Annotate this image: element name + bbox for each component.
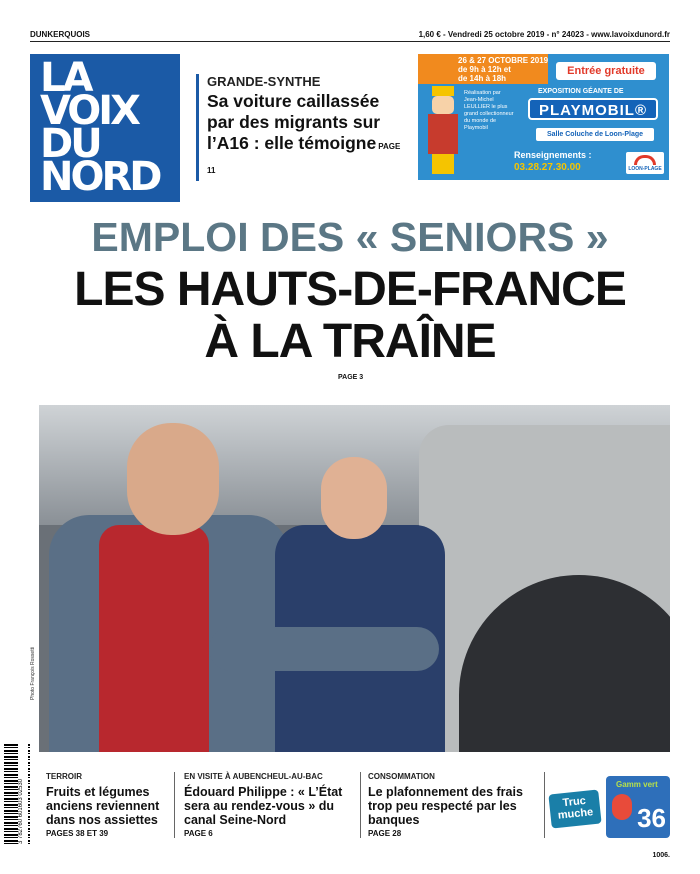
teaser-visite-pages: PAGE 6 (184, 829, 213, 838)
photo-worker-1-head (127, 423, 219, 535)
logo-line-2: VOIX (40, 88, 138, 134)
ad-hours-1: de 9h à 12h et (458, 65, 511, 74)
gamm-vert-label: Gamm vert (616, 780, 658, 789)
barcode-number: 3 782760 601603 02530 (18, 744, 28, 844)
edition-label: DUNKERQUOIS (30, 30, 91, 39)
ad-phone: 03.28.27.30.00 (514, 162, 581, 173)
logo-line-3: DU (40, 121, 100, 167)
column-divider (544, 772, 545, 838)
photo-worker-1-vest (99, 525, 209, 752)
figure-crown (432, 86, 454, 96)
newspaper-logo[interactable] (30, 54, 180, 202)
teaser-terroir-pages: PAGES 38 ET 39 (46, 829, 109, 838)
main-kicker: EMPLOI DES « SENIORS » (91, 214, 609, 260)
ad-expo: EXPOSITION GÉANTE DE (538, 88, 624, 95)
top-bar (30, 30, 670, 42)
truc-muche-logo[interactable]: Truc muche (548, 789, 601, 828)
main-headline-line-1: LES HAUTS-DE-FRANCE (74, 263, 626, 316)
ad-hours-2: de 14h à 18h (458, 74, 507, 83)
teaser-terroir-label: TERROIR (46, 772, 82, 781)
town-arc-icon (634, 155, 656, 165)
playmobil-figure-icon (426, 86, 460, 174)
logo-line-4: NORD (40, 154, 160, 200)
figure-legs (432, 154, 454, 174)
teaser-terroir-text: Fruits et légumes anciens reviennent dans nos assiettes (46, 785, 160, 827)
teaser-consommation[interactable] (368, 772, 540, 842)
bird-icon (612, 794, 632, 820)
ad-free-entry: Entrée gratuite (556, 62, 656, 80)
teaser-kicker: GRANDE-SYNTHE (207, 74, 321, 89)
teaser-visite-text: Édouard Philippe : « L’État sera au rendez-vous » du canal Seine-Nord (184, 785, 343, 827)
logo-line-1: LA (40, 55, 91, 101)
ad-dates (458, 56, 548, 83)
teaser-terroir[interactable] (46, 772, 170, 842)
teaser-consommation-pages: PAGE 28 (368, 829, 402, 838)
teaser-consommation-label: CONSOMMATION (368, 772, 435, 781)
town-name: LOON-PLAGE (628, 166, 662, 172)
playmobil-ad[interactable] (418, 54, 669, 180)
gamm-vert-ad[interactable] (606, 776, 670, 838)
issue-meta: 1,60 € - Vendredi 25 octobre 2019 - n° 24023 - www.lavoixdunord.fr (418, 30, 670, 39)
teaser-consommation-text: Le plafonnement des frais trop peu respecté par les banques (368, 785, 523, 827)
teaser-visite[interactable] (184, 772, 358, 842)
top-teaser[interactable] (196, 74, 406, 181)
ad-info: Réalisation par Jean-Michel LEULLIER le plus grand collectionneur du monde de Playmobil (464, 90, 514, 131)
main-photo[interactable] (39, 405, 670, 752)
teaser-visite-label: EN VISITE À AUBENCHEUL-AU-BAC (184, 772, 323, 781)
column-divider (360, 772, 361, 838)
ad-brand: PLAYMOBIL® (528, 98, 658, 120)
teaser-headline-text: Sa voiture caillassée par des migrants sur l’A16 : elle témoigne (207, 91, 381, 153)
loon-plage-logo (626, 152, 664, 174)
ad-contact-label: Renseignements : (514, 150, 592, 160)
teaser-page: PAGE 11 (207, 142, 401, 175)
bottom-teasers (46, 772, 670, 842)
figure-head (432, 96, 454, 114)
figure-body (428, 114, 458, 154)
ad-dates-text: 26 & 27 OCTOBRE 2019 (458, 56, 549, 65)
ad-venue: Salle Coluche de Loon-Plage (536, 128, 654, 141)
main-headline-line-2: À LA TRAÎNE (204, 315, 496, 368)
photo-worker-1-arm (209, 627, 439, 671)
page-code: 1006. (652, 852, 670, 859)
teaser-headline (207, 91, 406, 181)
main-page-ref: PAGE 3 (338, 374, 364, 381)
photo-credit: Photo François Rossetti (30, 646, 36, 700)
photo-worker-2-head (321, 457, 387, 539)
column-divider (174, 772, 175, 838)
gamm-vert-number: 36 (637, 803, 666, 833)
main-headline[interactable] (0, 264, 700, 368)
